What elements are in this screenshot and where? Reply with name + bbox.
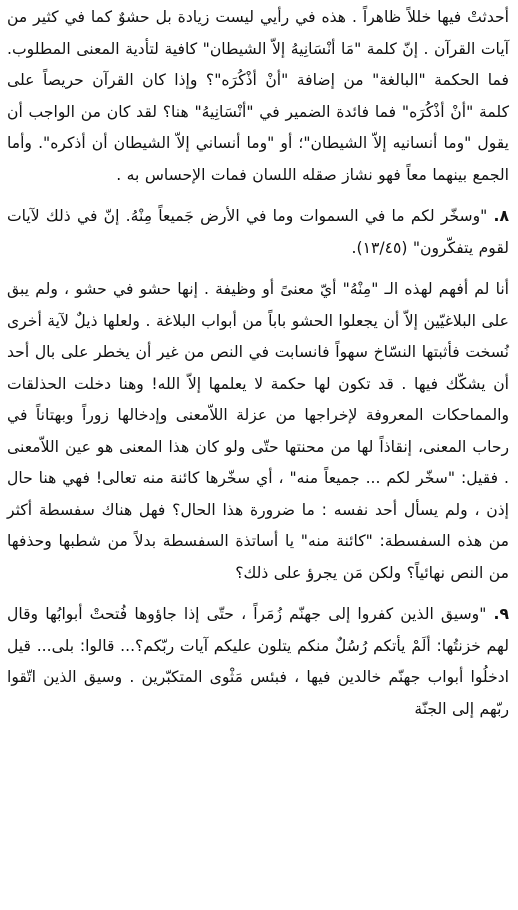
paragraph-2 (7, 201, 509, 264)
paragraph-number: ٩. (493, 605, 509, 623)
paragraph-number: ٨. (493, 207, 509, 225)
paragraph-text: أحدثتْ فيها خللاً ظاهراً . هذه في رأيي ليست زيادة بل حشوٌ كما في كثير من آيات القرآن . إنّ كلمة "مَا أنْسَانِيهُ إلاّ الشيطان" كافية لتأدية المعنى المطلوب. فما الحكمة "البالغة" من إضافة "أنْ أذْكُرَه"؟ وإذا كان القرآن حريصاً على كلمة "أنْ أذْكُرَه" فما فائدة الضمير في "أنْسَانِيهُ" هنا؟ لقد كان من الواجب أن يقول "وما أنسانيه إلاّ الشيطان"؛ أو "وما أنساني إلاّ الشيطان أن أذكره". وأما الجمع بينهما معاً فهو نشاز صقله اللسان فمات الإحساس به . (7, 8, 509, 184)
paragraph-4 (7, 599, 509, 725)
paragraph-1 (7, 2, 509, 191)
paragraph-3 (7, 274, 509, 589)
paragraph-text: أنا لم أفهم لهذه الـ "مِنْهُ" أيّ معنىً أو وظيفة . إنها حشو في حشو ، ولم يبق على البلاغيّين إلاّ أن يجعلوا الحشو باباً من أبواب البلاغة . ولعلها ذيلٌ لآية أخرى نُسخت فأثبتها النسّاخ سهواً فانسابت في النص من غير أن يخطر على بال أحد أن يشكّك فيها . قد تكون لها حكمة لا يعلمها إلاّ الله! وهنا دخلت الحذلقات والمماحكات المعروفة لإخراجها من عزلة اللاّمعنى وإدخالها زوراً وبهتاناً في رحاب المعنى، إنقاذاً لها من محنتها حتّى ولو كان هذا المعنى هو عين اللاّمعنى . فقيل: "سخّر لكم ... جميعاً منه" ، أي سخّرها كائنة منه تعالى! فهي هنا حال إذن ، ولم يسأل أحد نفسه : ما ضرورة هذا الحال؟ فهل هناك سفسطة أكثر من هذه السفسطة: "كائنة منه" يا أساتذة السفسطة بدلاً من شطبها وحذفها من النص نهائياً؟ ولكن مَن يجرؤ على ذلك؟ (7, 280, 509, 582)
paragraph-text: "وسيق الذين كفروا إلى جهنّم زُمَراً ، حتّى إذا جاؤوها فُتحتْ أبوابُها وقال لهم خزنتُها: ألَمْ يأتكم رُسُلٌ منكم يتلون عليكم آيات ربّكم؟... قالوا: بلى... قيل ادخلُوا أبواب جهنّم خالدين فيها ، فبئس مَثْوى المتكبّرين . وسيق الذين اتّقوا ربّهم إلى الجنّة (7, 605, 509, 718)
paragraph-text: "وسخّر لكم ما في السموات وما في الأرض جَميعاً مِنْهُ. إنّ في ذلك لآيات لقوم يتفكّرون" (١٣/٤٥). (7, 207, 509, 257)
